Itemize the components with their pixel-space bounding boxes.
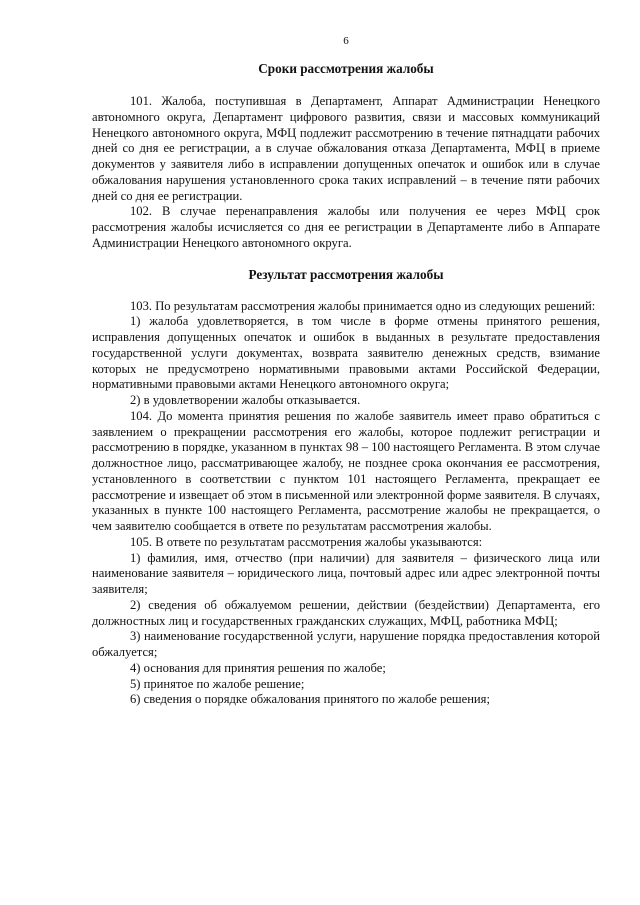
paragraph-102: 102. В случае перенаправления жалобы или получения ее через МФЦ срок рассмотрения жалобы исчисляется со дня ее регистрации в Департаменте либо в Аппарате Администрации Ненецкого автономного округа. (92, 204, 600, 250)
paragraph-103-item-1: 1) жалоба удовлетворяется, в том числе в форме отмены принятого решения, исправления допущенных опечаток и ошибок в выданных в результате предоставления государственной услуги документах, возврата заявителю денежных средств, взимание которых не предусмотрено нормативными правовыми актами Российской Федерации, нормативными правовыми актами Ненецкого автономного округа; (92, 314, 600, 392)
section-heading-review-terms: Сроки рассмотрения жалобы (258, 61, 434, 76)
paragraph-104: 104. До момента принятия решения по жалобе заявитель имеет право обратиться с заявлением о прекращении рассмотрения его жалобы, которое подлежит регистрации и рассмотрению в порядке, указанном в пунктах 98 – 100 настоящего Регламента. В этом случае должностное лицо, рассматривающее жалобу, не позднее срока окончания ее рассмотрения, установленного в соответствии с пунктом 101 настоящего Регламента, прекращает ее рассмотрение и извещает об этом в письменной или электронной форме заявителя. В случаях, указанных в пункте 100 настоящего Регламента, рассмотрение жалобы не прекращается, о чем заявителю сообщается в ответе по результатам рассмотрения жалобы. (92, 408, 600, 533)
paragraph-103: 103. По результатам рассмотрения жалобы принимается одно из следующих решений: (130, 298, 596, 313)
paragraph-101: 101. Жалоба, поступившая в Департамент, Аппарат Администрации Ненецкого автономного округа, Департамент цифрового развития, связи и массовых коммуникаций Ненецкого автономного округа, МФЦ подлежит рассмотрению в течение пятнадцати рабочих дней со дня ее регистрации, а в случае обжалования отказа Департамента, МФЦ в приеме документов у заявителя либо в исправлении допущенных опечаток и ошибок или в случае обжалования нарушения установленного срока таких исправлений – в течение пяти рабочих дней со дня ее регистрации. (92, 94, 600, 203)
paragraph-105-item-2: 2) сведения об обжалуемом решении, действии (бездействии) Департамента, его должностных лиц и государственных гражданских служащих, МФЦ, работника МФЦ; (92, 597, 600, 628)
paragraph-105: 105. В ответе по результатам рассмотрения жалобы указываются: (130, 534, 483, 549)
paragraph-105-item-1: 1) фамилия, имя, отчество (при наличии) для заявителя – физического лица или наименование заявителя – юридического лица, почтовый адрес или адрес электронной почты заявителя; (92, 550, 600, 596)
paragraph-105-item-4: 4) основания для принятия решения по жалобе; (130, 660, 386, 675)
document-page (92, 34, 600, 708)
paragraph-103-item-2: 2) в удовлетворении жалобы отказывается. (130, 393, 361, 407)
page-number: 6 (343, 35, 349, 47)
paragraph-105-item-5: 5) принятое по жалобе решение; (130, 676, 305, 691)
paragraph-105-item-6: 6) сведения о порядке обжалования принятого по жалобе решения; (130, 692, 490, 707)
paragraph-105-item-3: 3) наименование государственной услуги, нарушение порядка предоставления которой обжалуется; (92, 629, 600, 659)
section-heading-review-result: Результат рассмотрения жалобы (248, 266, 444, 282)
